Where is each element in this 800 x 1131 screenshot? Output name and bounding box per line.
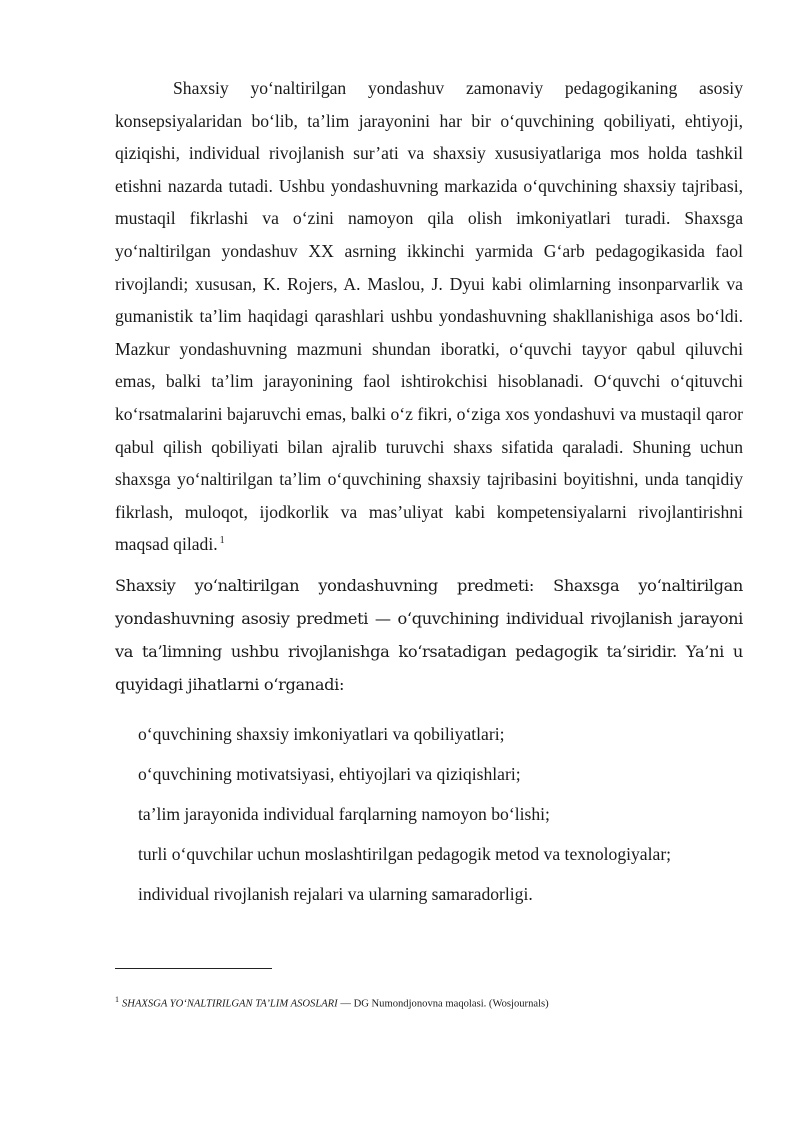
document-body	[115, 72, 743, 914]
paragraph-intro-text: Shaxsiy yo‘naltirilgan yondashuv zamonaviy pedagogikaning asosiy konsepsiyalaridan bo‘lib, ta’lim jarayonini har bir o‘quvchining qobiliyati, ehtiyoji, qiziqishi, individual rivojlanish sur’ati va shaxsiy xususiyatlariga mos holda tashkil etishni nazarda tutadi. Ushbu yondashuvning markazida o‘quvchining shaxsiy tajribasi, mustaqil fikrlashi va o‘zini namoyon qila olish imkoniyatlari turadi. Shaxsga yo‘naltirilgan yondashuv XX asrning ikkinchi yarmida G‘arb pedagogikasida faol rivojlandi; xususan, K. Rojers, A. Maslou, J. Dyui kabi olimlarning insonparvarlik va gumanistik ta’lim haqidagi qarashlari ushbu yondashuvning shakllanishiga asos bo‘ldi. Mazkur yondashuvning mazmuni shundan iboratki, o‘quvchi tayyor qabul qiluvchi emas, balki ta’lim jarayonining faol ishtirokchisi hisoblanadi. O‘quvchi o‘qituvchi ko‘rsatmalarini bajaruvchi emas, balki o‘z fikri, o‘ziga xos yondashuvi va mustaqil qaror qabul qilish qobiliyati bilan ajralib turuvchi shaxs sifatida qaraladi. Shuning uchun shaxsga yo‘naltirilgan ta’lim o‘quvchining shaxsiy tajribasini boyitishni, unda tanqidiy fikrlash, muloqot, ijodkorlik va mas’uliyat kabi kompetensiyalarni rivojlantirishni maqsad qiladi.	[115, 78, 743, 555]
paragraph-subject: Shaxsiy yo‘naltirilgan yondashuvning predmeti: Shaxsga yo‘naltirilgan yondashuvning asosiy predmeti — o‘quvchining individual rivojlanish jarayoni va ta’limning ushbu rivojlanishga ko‘rsatadigan pedagogik ta’siridir. Ya’ni u quyidagi jihatlarni o‘rganadi:	[115, 575, 743, 694]
paragraph-intro	[115, 72, 743, 561]
footnote-source-detail: — DG Numondjonovna maqolasi. (Wosjournals)	[337, 998, 549, 1010]
list-item: turli o‘quvchilar uchun moslashtirilgan pedagogik metod va texnologiyalar;	[138, 843, 672, 864]
footnote-divider	[115, 968, 272, 969]
list-item: o‘quvchining shaxsiy imkoniyatlari va qobiliyatlari;	[138, 723, 505, 744]
footnote-reference[interactable]: 1	[219, 535, 225, 547]
list-item: ta’lim jarayonida individual farqlarning namoyon bo‘lishi;	[138, 803, 550, 824]
aspects-list	[115, 714, 743, 914]
footnote-source-title: SHAXSGA YO‘NALTIRILGAN TA’LIM ASOSLARI	[122, 998, 338, 1010]
footnote-marker: 1	[115, 995, 119, 1004]
list-item: o‘quvchining motivatsiyasi, ehtiyojlari va qiziqishlari;	[138, 763, 521, 784]
footnote	[115, 993, 755, 1012]
list-item: individual rivojlanish rejalari va ularning samaradorligi.	[138, 883, 533, 904]
